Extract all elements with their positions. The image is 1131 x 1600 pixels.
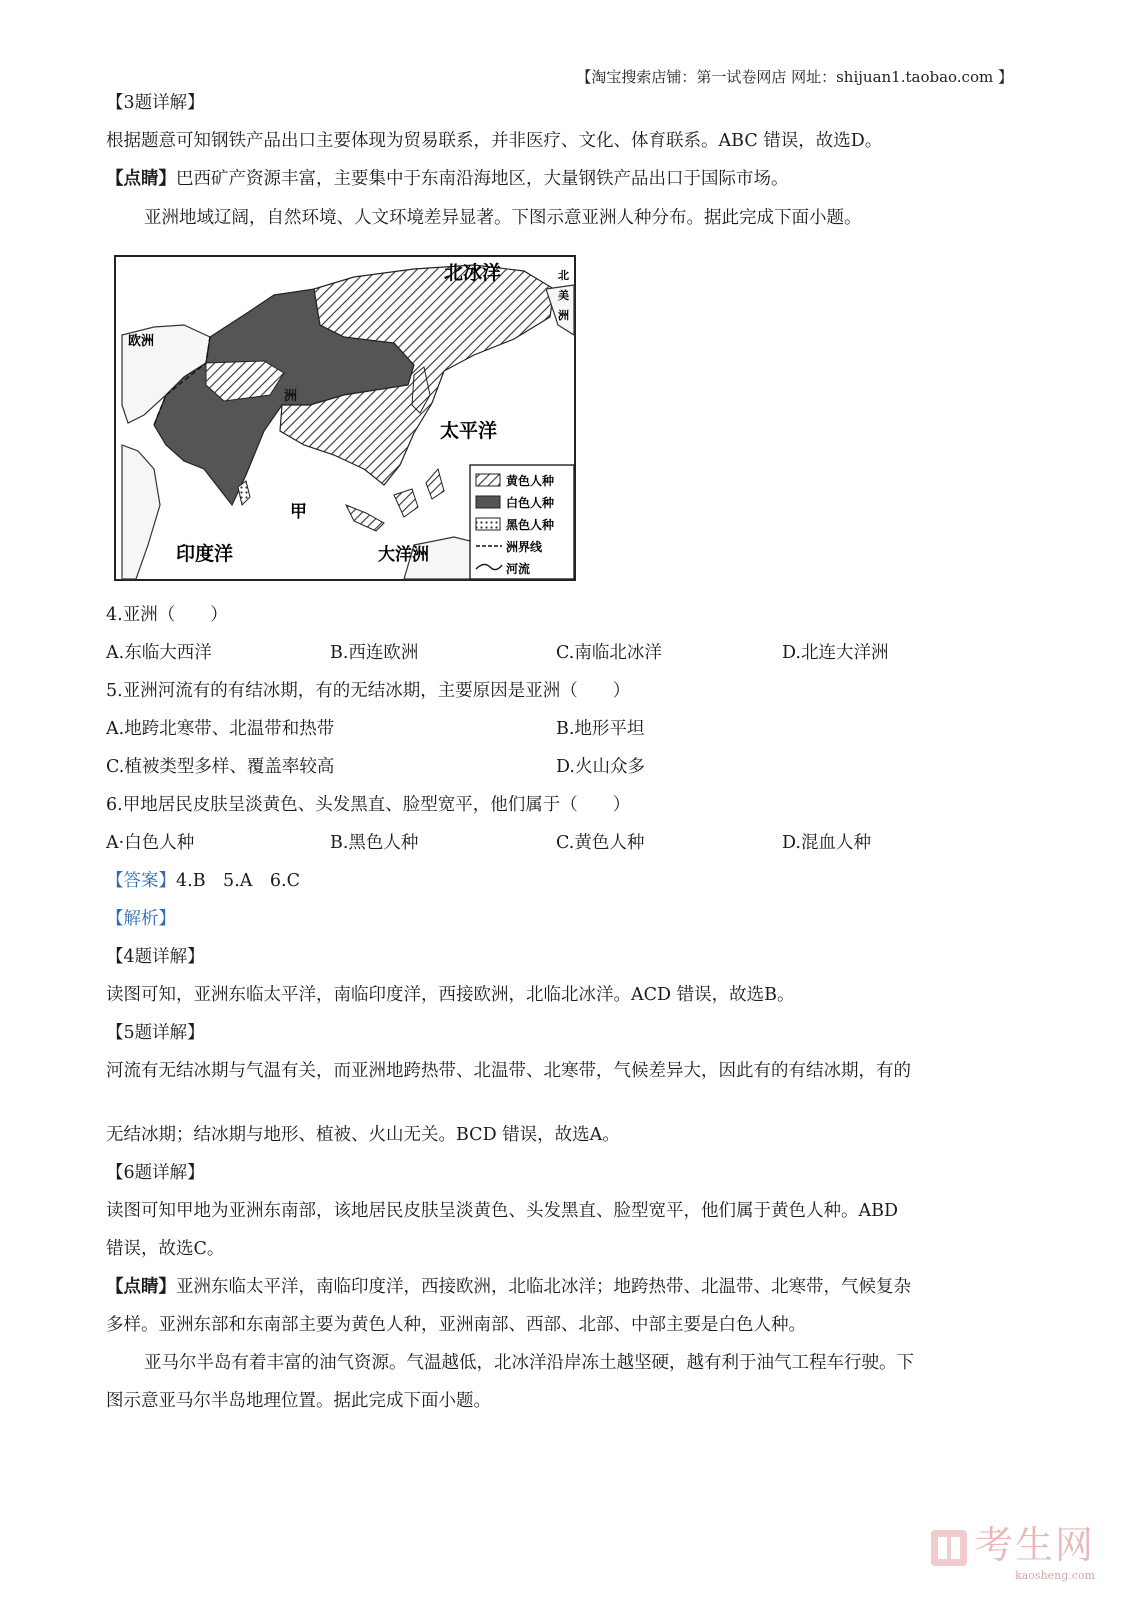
q5-body-1: 河流有无结冰期与气温有关，而亚洲地跨热带、北温带、北寒带，气候差异大，因此有的有结冰期，有的 xyxy=(106,1061,911,1081)
analysis-label: 【解析】 xyxy=(106,909,176,929)
q6-option-a: A·白色人种 xyxy=(106,833,195,853)
q4-option-b: B.西连欧洲 xyxy=(330,643,419,663)
q6-tip-1 xyxy=(106,1276,911,1298)
legend-swatch-yellow xyxy=(476,474,500,486)
q3-body: 根据题意可知钢铁产品出口主要体现为贸易联系，并非医疗、文化、体育联系。ABC 错误，故选D。 xyxy=(106,131,883,151)
next-intro-2: 图示意亚马尔半岛地理位置。据此完成下面小题。 xyxy=(106,1391,491,1411)
q4-body: 读图可知，亚洲东临太平洋，南临印度洋，西接欧洲，北临北冰洋。ACD 错误，故选B。 xyxy=(106,985,795,1005)
answer-label: 【答案】 xyxy=(106,871,176,891)
tip-text: 亚洲东临太平洋，南临印度洋，西接欧洲，北临北冰洋；地跨热带、北温带、北寒带，气候复杂 xyxy=(176,1277,911,1297)
q5-body-2: 无结冰期；结冰期与地形、植被、火山无关。BCD 错误，故选A。 xyxy=(106,1125,620,1145)
answer-line xyxy=(106,870,300,892)
q4-stem: 4.亚洲（ ） xyxy=(106,605,228,625)
label-oceania: 大洋洲 xyxy=(378,545,429,565)
q4-option-c: C.南临北冰洋 xyxy=(556,643,662,663)
legend-white: 白色人种 xyxy=(506,496,555,510)
watermark-text: 考生网 xyxy=(974,1523,1095,1567)
q5-option-a: A.地跨北寒带、北温带和热带 xyxy=(106,719,335,739)
label-pacific: 太平洋 xyxy=(440,420,498,442)
q6-tip-2: 多样。亚洲东部和东南部主要为黄色人种，亚洲南部、西部、北部、中部主要是白色人种。 xyxy=(106,1315,806,1335)
q6-title: 【6题详解】 xyxy=(106,1163,205,1183)
q4-title: 【4题详解】 xyxy=(106,947,205,967)
legend-boundary: 洲界线 xyxy=(506,540,543,554)
label-europe: 欧洲 xyxy=(128,334,155,349)
page-header: 【淘宝搜索店铺：第一试卷网店 网址：shijuan1.taobao.com 】 xyxy=(576,68,1013,86)
map-legend xyxy=(470,465,574,579)
watermark xyxy=(929,1514,1095,1582)
q5-option-d: D.火山众多 xyxy=(556,757,645,777)
tip-label: 【点睛】 xyxy=(106,169,176,189)
label-na-2: 美 xyxy=(558,289,569,302)
q4-option-a: A.东临大西洋 xyxy=(106,643,212,663)
label-na-3: 洲 xyxy=(558,309,569,322)
label-na-1: 北 xyxy=(558,269,569,282)
q5-option-c: C.植被类型多样、覆盖率较高 xyxy=(106,757,335,777)
legend-river: 河流 xyxy=(506,562,531,576)
legend-yellow: 黄色人种 xyxy=(506,474,555,488)
label-asia: 洲 xyxy=(284,389,298,404)
tip-text: 巴西矿产资源丰富，主要集中于东南沿海地区，大量钢铁产品出口于国际市场。 xyxy=(176,169,789,189)
q3-title: 【3题详解】 xyxy=(106,93,205,113)
label-indian: 印度洋 xyxy=(176,543,234,565)
asia-race-map xyxy=(114,255,576,581)
q6-option-c: C.黄色人种 xyxy=(556,833,645,853)
legend-swatch-black xyxy=(476,518,500,530)
next-intro-1: 亚马尔半岛有着丰富的油气资源。气温越低，北冰洋沿岸冻土越坚硬，越有利于油气工程车行驶。下 xyxy=(144,1353,914,1373)
q6-option-b: B.黑色人种 xyxy=(330,833,419,853)
q6-stem: 6.甲地居民皮肤呈淡黄色、头发黑直、脸型宽平，他们属于（ ） xyxy=(106,795,631,815)
watermark-logo-icon xyxy=(929,1528,969,1568)
q6-body-2: 错误，故选C。 xyxy=(106,1239,225,1259)
q5-title: 【5题详解】 xyxy=(106,1023,205,1043)
q6-option-d: D.混血人种 xyxy=(782,833,871,853)
legend-black: 黑色人种 xyxy=(506,518,555,532)
label-jia: 甲 xyxy=(290,502,307,522)
q6-body-1: 读图可知甲地为亚洲东南部，该地居民皮肤呈淡黄色、头发黑直、脸型宽平，他们属于黄色人种。ABD xyxy=(106,1201,899,1221)
intro-text: 亚洲地域辽阔，自然环境、人文环境差异显著。下图示意亚洲人种分布。据此完成下面小题。 xyxy=(144,208,862,228)
q4-option-d: D.北连大洋洲 xyxy=(782,643,889,663)
watermark-url: kaosheng.com xyxy=(1015,1569,1095,1582)
answer-text: 4.B 5.A 6.C xyxy=(176,871,300,891)
q5-stem: 5.亚洲河流有的有结冰期，有的无结冰期，主要原因是亚洲（ ） xyxy=(106,681,631,701)
q3-tip xyxy=(106,168,789,190)
label-arctic: 北冰洋 xyxy=(444,262,502,284)
q5-option-b: B.地形平坦 xyxy=(556,719,645,739)
tip-label: 【点睛】 xyxy=(106,1277,176,1297)
legend-swatch-white xyxy=(476,496,500,508)
